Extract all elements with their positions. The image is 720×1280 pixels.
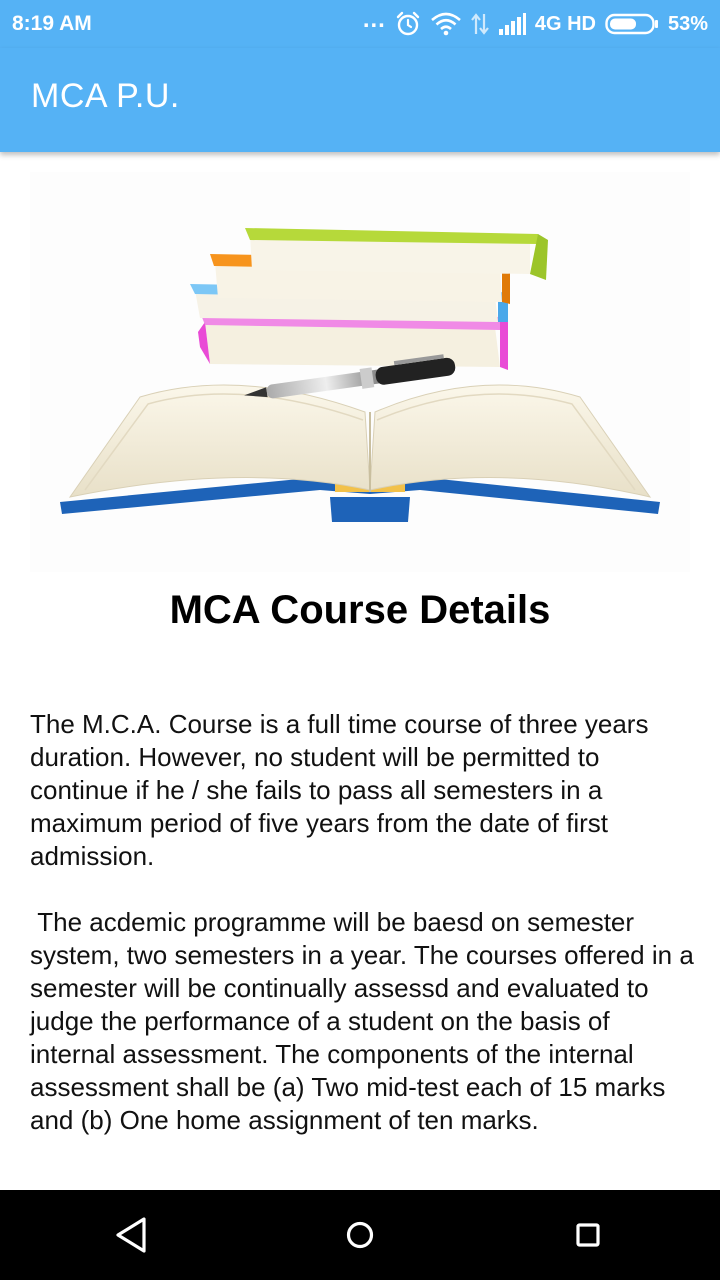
app-title: MCA P.U. xyxy=(31,76,180,115)
battery-icon xyxy=(605,13,659,35)
more-dots: ... xyxy=(362,6,386,33)
course-description xyxy=(30,708,702,1137)
system-nav-bar xyxy=(0,1190,720,1280)
battery-level: 53% xyxy=(667,12,708,35)
books-and-pen-illustration xyxy=(30,172,690,572)
back-icon[interactable] xyxy=(109,1212,155,1258)
status-time: 8:19 AM xyxy=(12,12,92,35)
wifi-icon xyxy=(430,12,462,36)
status-bar xyxy=(0,0,720,48)
network-type: 4G HD xyxy=(534,12,596,35)
home-icon[interactable] xyxy=(337,1212,383,1258)
description-paragraph-2: The acdemic programme will be baesd on semester system, two semesters in a year. The courses offered in a semester will be continually assessd and evaluated to judge the performance of a student on the basis of internal assessment. The components of the internal assessment shall be (a) Two mid-test each of 15 marks and (b) One home assignment of ten marks. xyxy=(30,907,702,1135)
recent-apps-icon[interactable] xyxy=(565,1212,611,1258)
status-icons xyxy=(362,6,708,37)
description-paragraph-1: The M.C.A. Course is a full time course of three years duration. However, no student will be permitted to continue if he / she fails to pass all semesters in a maximum period of five years from the date of first admission. xyxy=(30,709,649,871)
content-scroll[interactable] xyxy=(0,152,720,1158)
app-bar xyxy=(0,48,720,152)
alarm-icon xyxy=(395,11,421,37)
data-arrows-icon xyxy=(471,12,489,36)
course-details-heading: MCA Course Details xyxy=(169,588,551,632)
signal-icon xyxy=(498,13,526,35)
